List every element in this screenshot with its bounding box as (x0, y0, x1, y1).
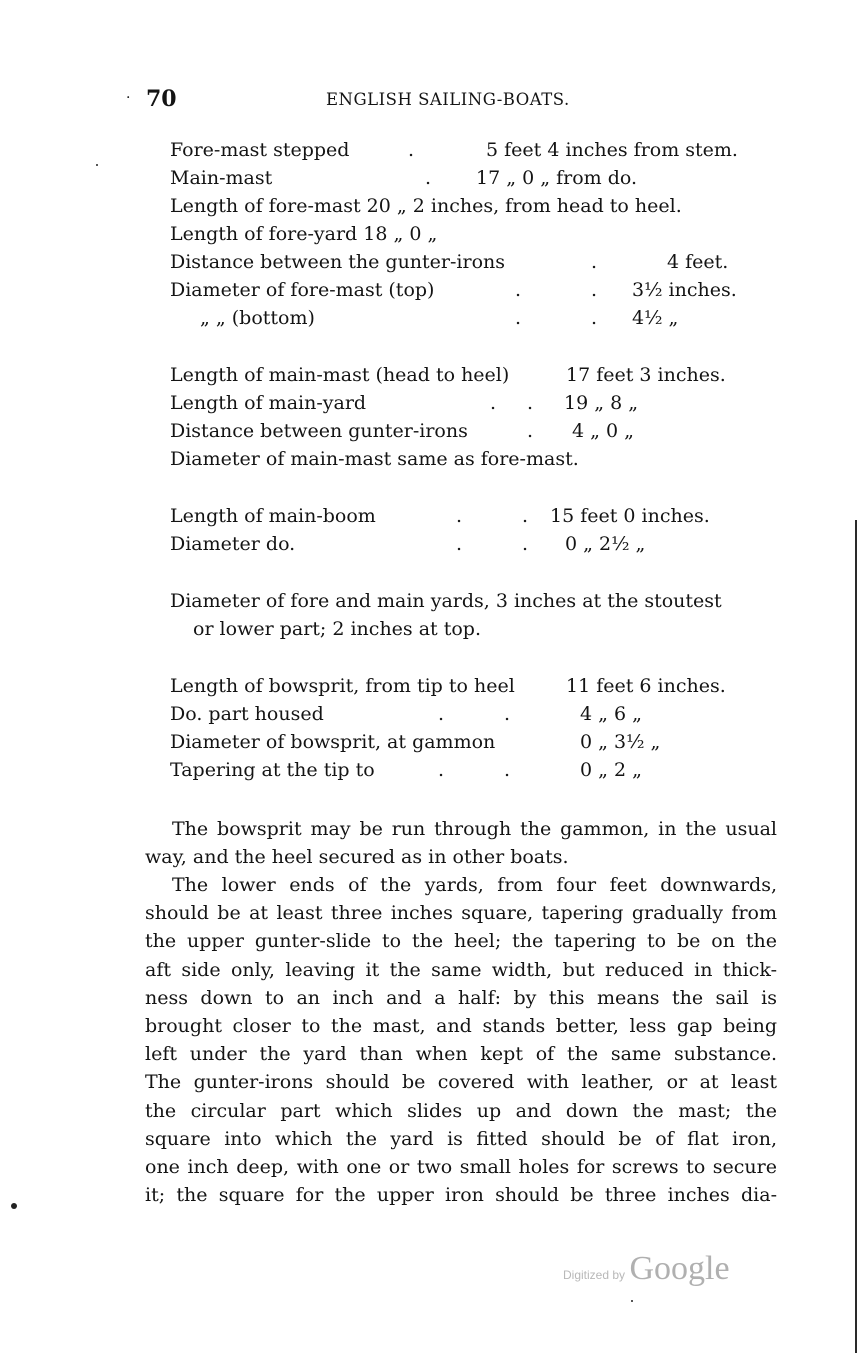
spec-value: 4½ „ (632, 307, 679, 329)
leader-dot: . (515, 307, 522, 329)
spec-value: 4 „ 0 „ (572, 420, 634, 442)
spec-value: 15 feet 0 inches. (550, 505, 710, 527)
spec-label: „ „ (bottom) (200, 307, 315, 329)
spec-label: Distance between gunter-irons (170, 420, 468, 442)
leader-dot: . (522, 533, 529, 555)
scan-speck (11, 1203, 17, 1209)
text-line: left under the yard than when kept of the same substance. (145, 1043, 777, 1066)
page-header (126, 86, 766, 116)
leader-dot: . (591, 307, 598, 329)
spec-label: Diameter of fore-mast (top) (170, 279, 435, 301)
note-text: Diameter of fore and main yards, 3 inches at the stoutest (170, 590, 722, 612)
spec-label: Do. part housed (170, 703, 324, 725)
spec-value: 19 „ 8 „ (564, 392, 639, 414)
spec-label: Distance between the gunter-irons (170, 251, 506, 273)
text-line: The gunter-irons should be covered with leather, or at least (145, 1071, 777, 1094)
spec-label: Tapering at the tip to (170, 759, 375, 781)
spec-value: 17 „ 0 „ from do. (476, 167, 638, 189)
leader-dot: . (438, 703, 445, 725)
spec-value: 11 feet 6 inches. (566, 675, 726, 697)
spec-value: 0 „ 2 „ (580, 759, 642, 781)
leader-dot: . (504, 703, 511, 725)
scan-speck (96, 164, 98, 166)
paragraph-yards (145, 871, 777, 1209)
leader-dot: . (591, 279, 598, 301)
leader-dot: . (438, 759, 445, 781)
text-line: the upper gunter-slide to the heel; the tapering to be on the (145, 930, 777, 953)
google-logo: Google (629, 1250, 730, 1287)
page-number: 70 (146, 86, 177, 112)
spec-label: Main-mast (170, 167, 273, 189)
spec-value: 5 feet 4 inches from stem. (486, 139, 738, 161)
spec-label: Length of main-boom (170, 505, 376, 527)
text-line: ness down to an inch and a half: by this means the sail is (145, 986, 777, 1009)
leader-dot: . (527, 420, 534, 442)
leader-dot: . (456, 505, 463, 527)
spec-label: Length of fore-mast 20 „ 2 inches, from head to heel. (170, 195, 682, 217)
note-text: or lower part; 2 inches at top. (193, 618, 481, 640)
text-line: way, and the heel secured as in other boats. (145, 846, 569, 869)
spec-value: 4 „ 6 „ (580, 703, 642, 725)
leader-dot: . (522, 505, 529, 527)
leader-dot: . (425, 167, 432, 189)
watermark-prefix: Digitized by (563, 1268, 626, 1282)
leader-dot: . (527, 392, 534, 414)
text-line: should be at least three inches square, tapering gradually from (145, 902, 777, 925)
scan-speck (631, 1300, 633, 1302)
spec-value: 17 feet 3 inches. (566, 364, 726, 386)
running-title: ENGLISH SAILING-BOATS. (326, 90, 570, 109)
spec-label: Diameter do. (170, 533, 296, 555)
leader-dot: . (490, 392, 497, 414)
text-line: The lower ends of the yards, from four feet downwards, (172, 874, 777, 896)
text-line: the circular part which slides up and down the mast; the (145, 1099, 777, 1122)
text-line: square into which the yard is fitted should be of flat iron, (145, 1127, 777, 1150)
spec-value: 0 „ 2½ „ (565, 533, 646, 555)
header-dot: · (126, 90, 131, 106)
text-line: one inch deep, with one or two small holes for screws to secure (145, 1155, 777, 1178)
leader-dot: . (515, 279, 522, 301)
digitized-by-google-watermark (563, 1250, 730, 1288)
leader-dot: . (504, 759, 511, 781)
text-line: brought closer to the mast, and stands better, less gap being (145, 1014, 777, 1037)
spec-value: 0 „ 3½ „ (580, 731, 661, 753)
spec-label: Length of fore-yard 18 „ 0 „ (170, 223, 438, 245)
spec-label: Diameter of bowsprit, at gammon (170, 731, 496, 753)
spec-label: Fore-mast stepped (170, 139, 350, 161)
spec-value: 3½ inches. (632, 279, 737, 301)
text-line: The bowsprit may be run through the gammon, in the usual (172, 818, 777, 840)
paragraph-bowsprit (145, 815, 777, 871)
spec-label: Length of main-yard (170, 392, 367, 414)
spec-label: Diameter of main-mast same as fore-mast. (170, 448, 579, 470)
leader-dot: . (591, 251, 598, 273)
page-edge-line (855, 520, 857, 1353)
leader-dot: . (456, 533, 463, 555)
text-line: it; the square for the upper iron should be three inches dia- (145, 1184, 777, 1207)
spec-label: Length of bowsprit, from tip to heel (170, 675, 515, 697)
spec-value: 4 feet. (667, 251, 729, 273)
spec-label: Length of main-mast (head to heel) (170, 364, 510, 386)
leader-dot: . (408, 139, 415, 161)
text-line: aft side only, leaving it the same width, but reduced in thick- (145, 958, 777, 981)
